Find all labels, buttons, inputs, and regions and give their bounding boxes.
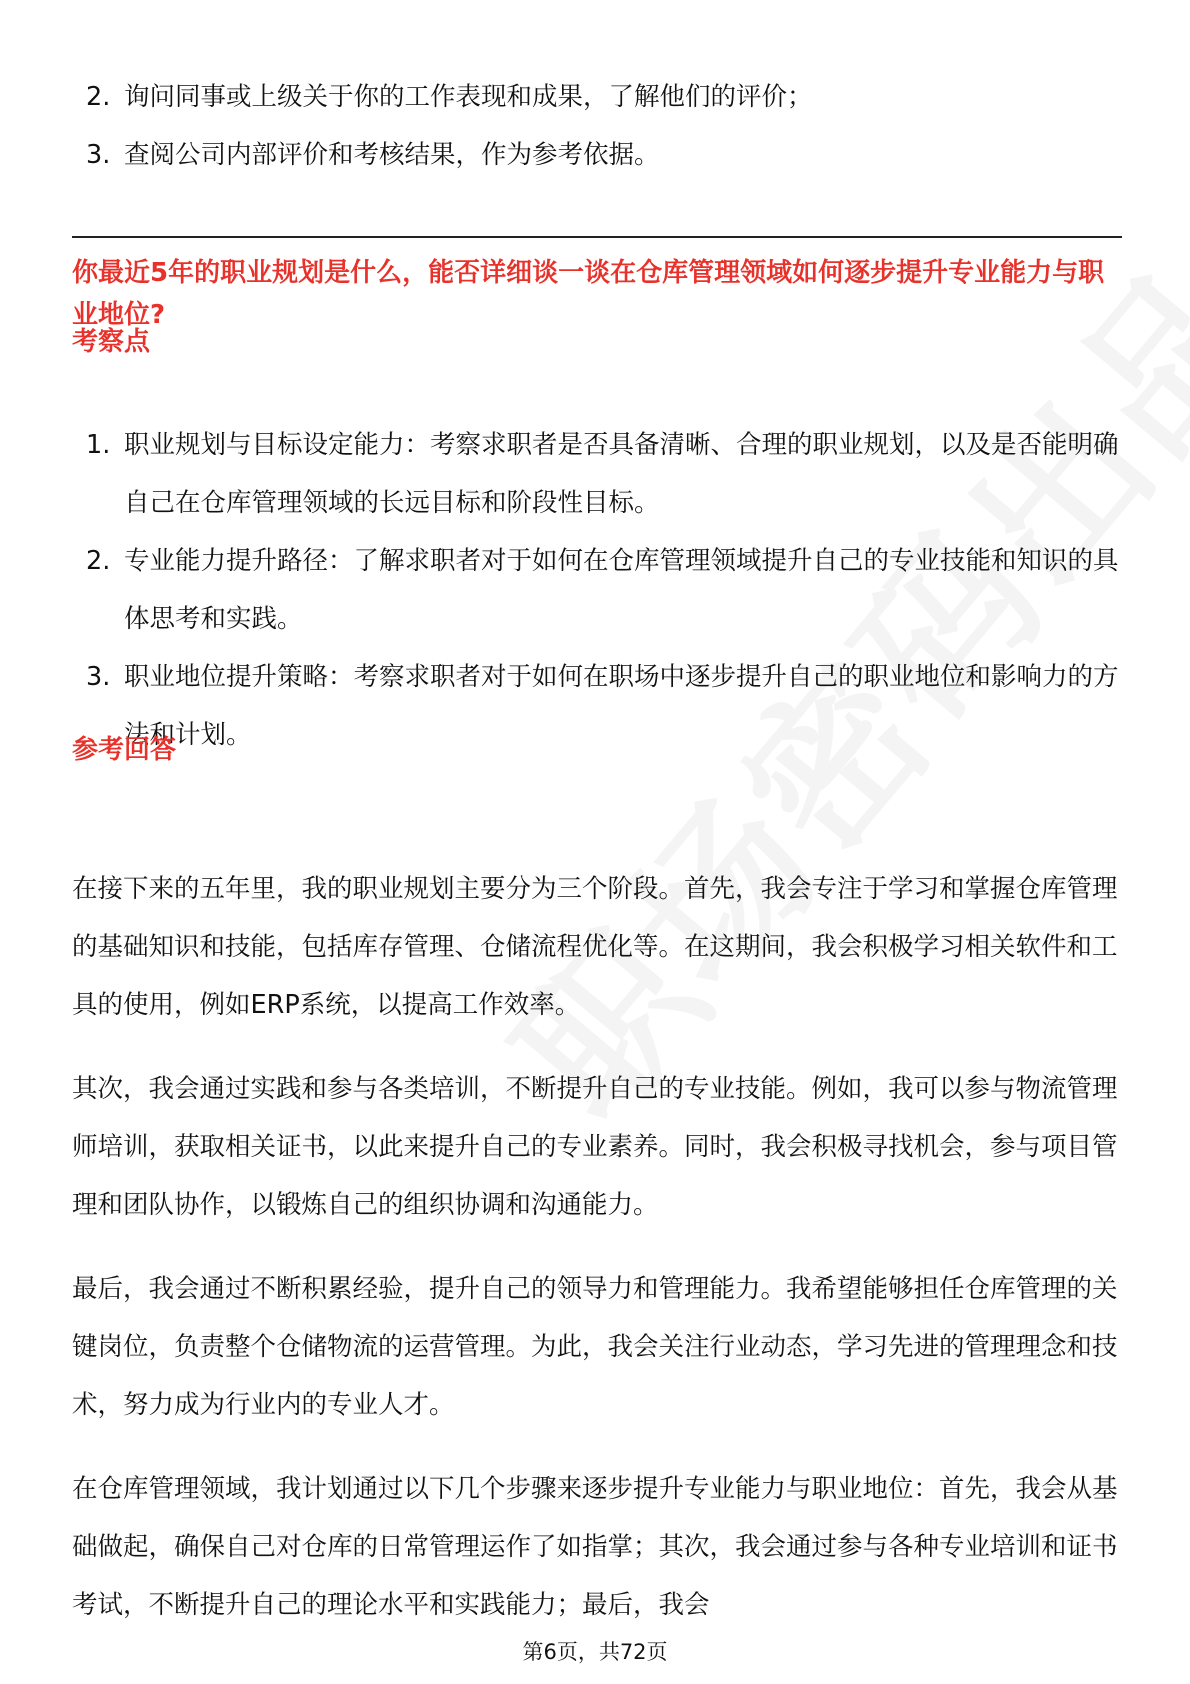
list-item (72, 68, 1132, 126)
list-item (72, 648, 1132, 764)
answer-paragraph: 最后，我会通过不断积累经验，提升自己的领导力和管理能力。我希望能够担任仓库管理的关键岗位，负责整个仓储物流的运营管理。为此，我会关注行业动态，学习先进的管理理念和技术，努力成为行业内的专业人才。 (72, 1274, 1118, 1420)
list-item-number: 3. (86, 140, 111, 170)
answer-label: 参考回答 (72, 735, 177, 765)
points-label: 考察点 (72, 327, 151, 357)
list-item-number: 2. (86, 82, 111, 112)
list-item-text: 专业能力提升路径：了解求职者对于如何在仓库管理领域提升自己的专业技能和知识的具体思考和实践。 (124, 546, 1119, 634)
list-item-text: 查阅公司内部评价和考核结果，作为参考依据。 (124, 140, 660, 170)
list-item-number: 2. (86, 546, 111, 576)
list-item-text: 职业规划与目标设定能力：考察求职者是否具备清晰、合理的职业规划，以及是否能明确自己在仓库管理领域的长远目标和阶段性目标。 (124, 430, 1119, 518)
top-list (72, 68, 1132, 184)
page-footer: 第6页，共72页 (522, 1640, 668, 1664)
answer-body (72, 860, 1122, 1660)
answer-paragraph: 其次，我会通过实践和参与各类培训，不断提升自己的专业技能。例如，我可以参与物流管理师培训，获取相关证书，以此来提升自己的专业素养。同时，我会积极寻找机会，参与项目管理和团队协作，以锻炼自己的组织协调和沟通能力。 (72, 1074, 1118, 1220)
section-divider (72, 236, 1122, 238)
list-item-number: 1. (86, 430, 111, 460)
question-heading: 你最近5年的职业规划是什么，能否详细谈一谈在仓库管理领域如何逐步提升专业能力与职业地位? (72, 258, 1105, 330)
list-item-number: 3. (86, 662, 111, 692)
list-item-text: 询问同事或上级关于你的工作表现和成果，了解他们的评价； (124, 82, 813, 112)
list-item (72, 532, 1132, 648)
answer-paragraph: 在接下来的五年里，我的职业规划主要分为三个阶段。首先，我会专注于学习和掌握仓库管理的基础知识和技能，包括库存管理、仓储流程优化等。在这期间，我会积极学习相关软件和工具的使用，例如ERP系统，以提高工作效率。 (72, 874, 1118, 1020)
list-item (72, 416, 1132, 532)
list-item-text: 职业地位提升策略：考察求职者对于如何在职场中逐步提升自己的职业地位和影响力的方法和计划。 (124, 662, 1119, 750)
points-list (72, 416, 1132, 764)
list-item (72, 126, 1132, 184)
answer-paragraph: 在仓库管理领域，我计划通过以下几个步骤来逐步提升专业能力与职业地位：首先，我会从基础做起，确保自己对仓库的日常管理运作了如指掌；其次，我会通过参与各种专业培训和证书考试，不断提升自己的理论水平和实践能力；最后，我会 (72, 1474, 1118, 1620)
